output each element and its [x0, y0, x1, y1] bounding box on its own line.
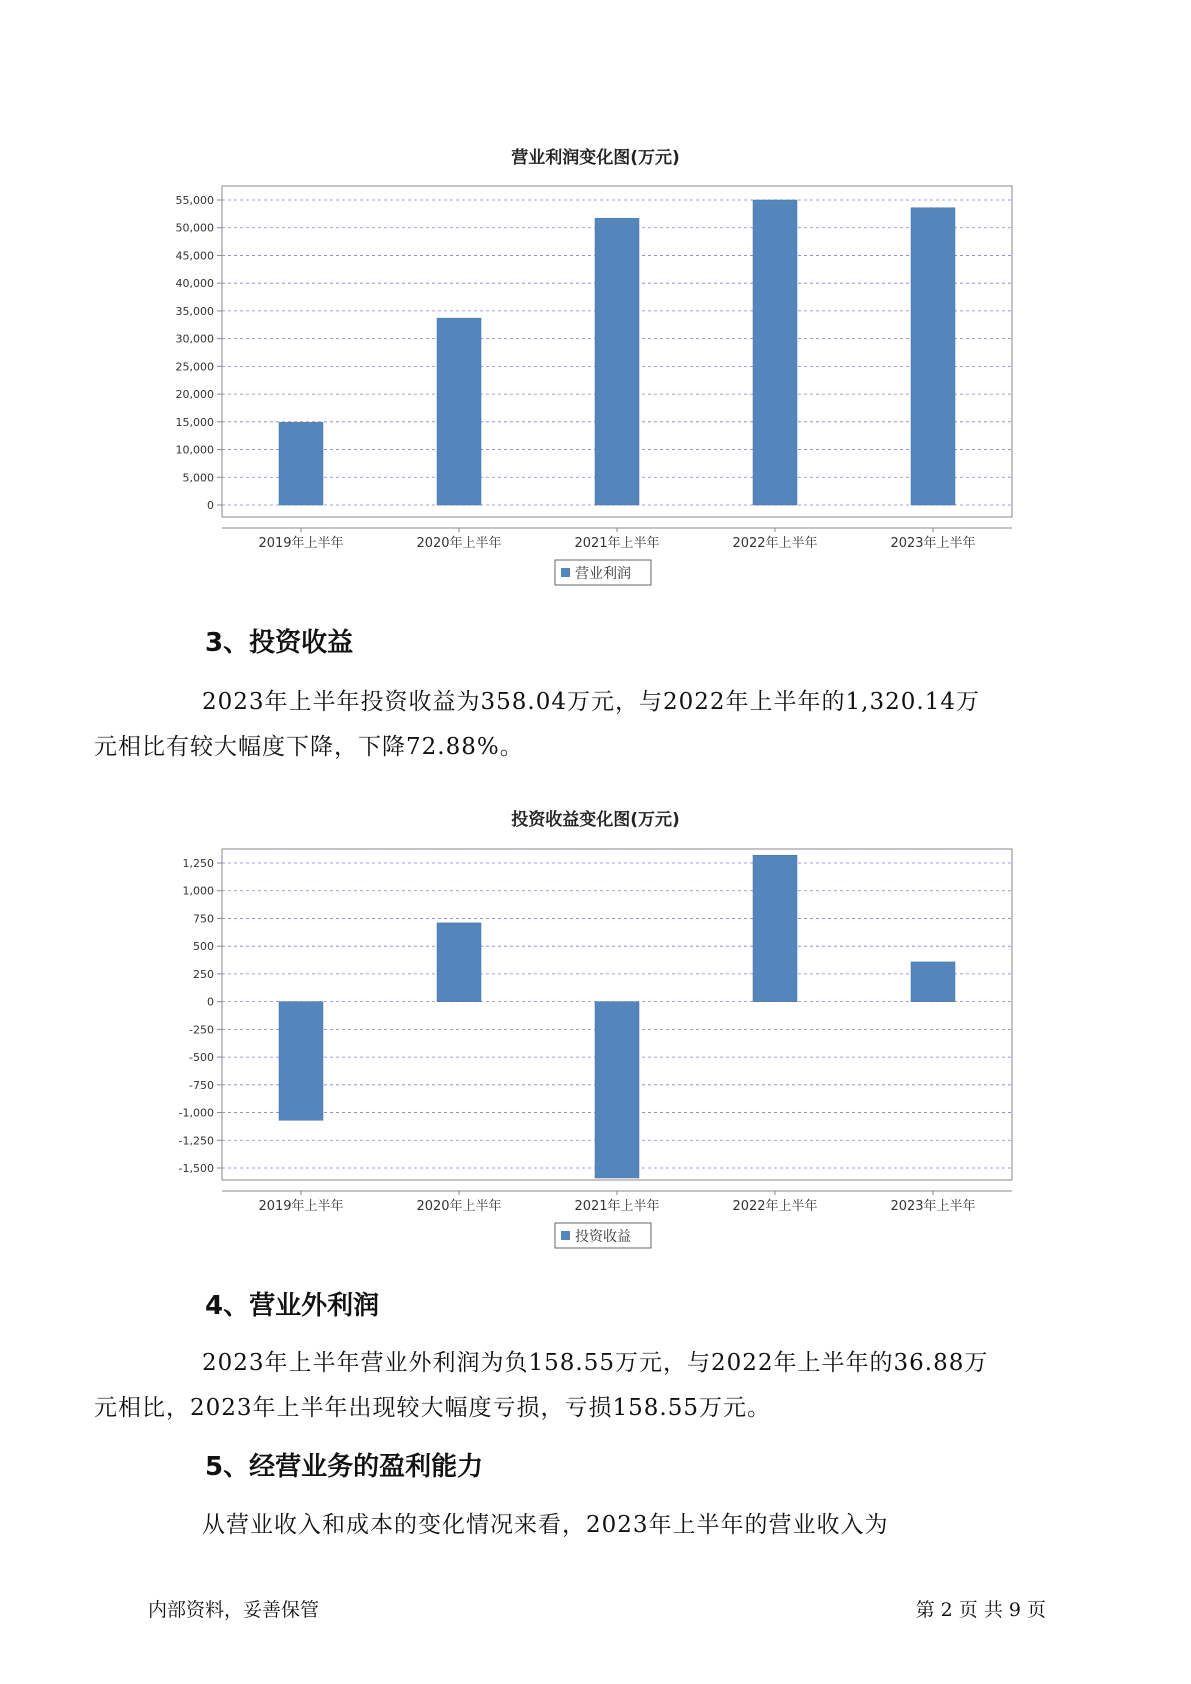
chart2-bar [437, 923, 481, 1002]
chart2-ytick-label: 1,250 [182, 857, 214, 870]
chart1-bar [279, 422, 323, 505]
chart2-legend-swatch [561, 1231, 570, 1240]
chart1-ytick-label: 50,000 [175, 221, 214, 235]
section-4-line2: 元相比，2023年上半年出现较大幅度亏损，亏损158.55万元。 [94, 1395, 772, 1421]
investment-income-chart [0, 833, 1191, 1253]
chart2-ytick-label: -750 [189, 1078, 214, 1092]
footer-page-number: 第 2 页 共 9 页 [915, 1599, 1046, 1621]
section-3-heading: 3、投资收益 [205, 628, 354, 658]
chart2-ytick-label: 0 [207, 995, 214, 1009]
chart2-ytick-label: 1,000 [182, 884, 214, 898]
chart1-ytick-label: 25,000 [175, 360, 214, 374]
chart2-ytick-label: 750 [193, 912, 214, 926]
chart2-ytick-label: -1,500 [178, 1162, 214, 1175]
section-4-heading: 4、营业外利润 [205, 1291, 380, 1321]
section-5-paragraph [148, 1503, 1068, 1548]
section-3-paragraph [94, 680, 1068, 770]
chart1-ytick-label: 45,000 [175, 249, 214, 263]
section-5-heading: 5、经营业务的盈利能力 [205, 1452, 484, 1482]
section-5-line1: 从营业收入和成本的变化情况来看，2023年上半年的营业收入为 [202, 1512, 889, 1538]
chart2-ytick-label: 500 [193, 940, 214, 954]
chart2-ytick-label: 250 [193, 967, 214, 981]
chart1-xtick-label: 2023年上半年 [890, 536, 976, 551]
chart1-ytick-label: 40,000 [175, 277, 214, 291]
footer-confidential: 内部资料，妥善保管 [148, 1599, 320, 1621]
chart1-ytick-label: 55,000 [175, 194, 214, 207]
chart2-bar [595, 1002, 639, 1178]
chart1-bar [437, 318, 481, 505]
chart2-ytick-label: -500 [189, 1051, 214, 1065]
chart2-ytick-label: -250 [189, 1023, 214, 1037]
chart2-bar [911, 962, 955, 1002]
chart2-xtick-label: 2019年上半年 [258, 1199, 344, 1214]
chart1-ytick-label: 10,000 [175, 443, 214, 457]
chart2-xtick-label: 2021年上半年 [574, 1199, 660, 1214]
chart1-ytick-label: 35,000 [175, 304, 214, 318]
operating-profit-chart [0, 170, 1191, 590]
chart1-title: 营业利润变化图(万元) [511, 148, 680, 168]
chart1-legend-swatch [561, 568, 570, 577]
chart1-xtick-label: 2020年上半年 [416, 536, 502, 551]
chart1-xtick-label: 2021年上半年 [574, 536, 660, 551]
chart1-ytick-label: 20,000 [175, 388, 214, 402]
chart1-ytick-label: 30,000 [175, 332, 214, 346]
chart1-xtick-label: 2022年上半年 [732, 536, 818, 551]
section-4-line1: 2023年上半年营业外利润为负158.55万元，与2022年上半年的36.88万 [202, 1350, 989, 1376]
chart2-xtick-label: 2023年上半年 [890, 1199, 976, 1214]
section-3-line2: 元相比有较大幅度下降，下降72.88%。 [94, 734, 524, 760]
chart2-legend-label: 投资收益 [575, 1229, 631, 1245]
chart1-ytick-label: 5,000 [182, 471, 214, 485]
chart2-bar [279, 1002, 323, 1121]
chart2-ytick-label: -1,250 [178, 1134, 214, 1148]
chart1-bar [753, 200, 797, 505]
chart2-xtick-label: 2022年上半年 [732, 1199, 818, 1214]
chart1-bar [595, 218, 639, 505]
chart1-ytick-label: 15,000 [175, 415, 214, 429]
section-4-paragraph [94, 1341, 1068, 1431]
chart1-bar [911, 208, 955, 505]
chart1-legend-label: 营业利润 [575, 566, 631, 582]
chart1-ytick-label: 0 [207, 499, 214, 512]
chart2-title: 投资收益变化图(万元) [511, 810, 680, 830]
chart2-bar [753, 855, 797, 1001]
section-3-line1: 2023年上半年投资收益为358.04万元，与2022年上半年的1,320.14万 [202, 689, 980, 715]
chart1-xtick-label: 2019年上半年 [258, 536, 344, 551]
chart2-xtick-label: 2020年上半年 [416, 1199, 502, 1214]
chart2-ytick-label: -1,000 [178, 1106, 214, 1120]
